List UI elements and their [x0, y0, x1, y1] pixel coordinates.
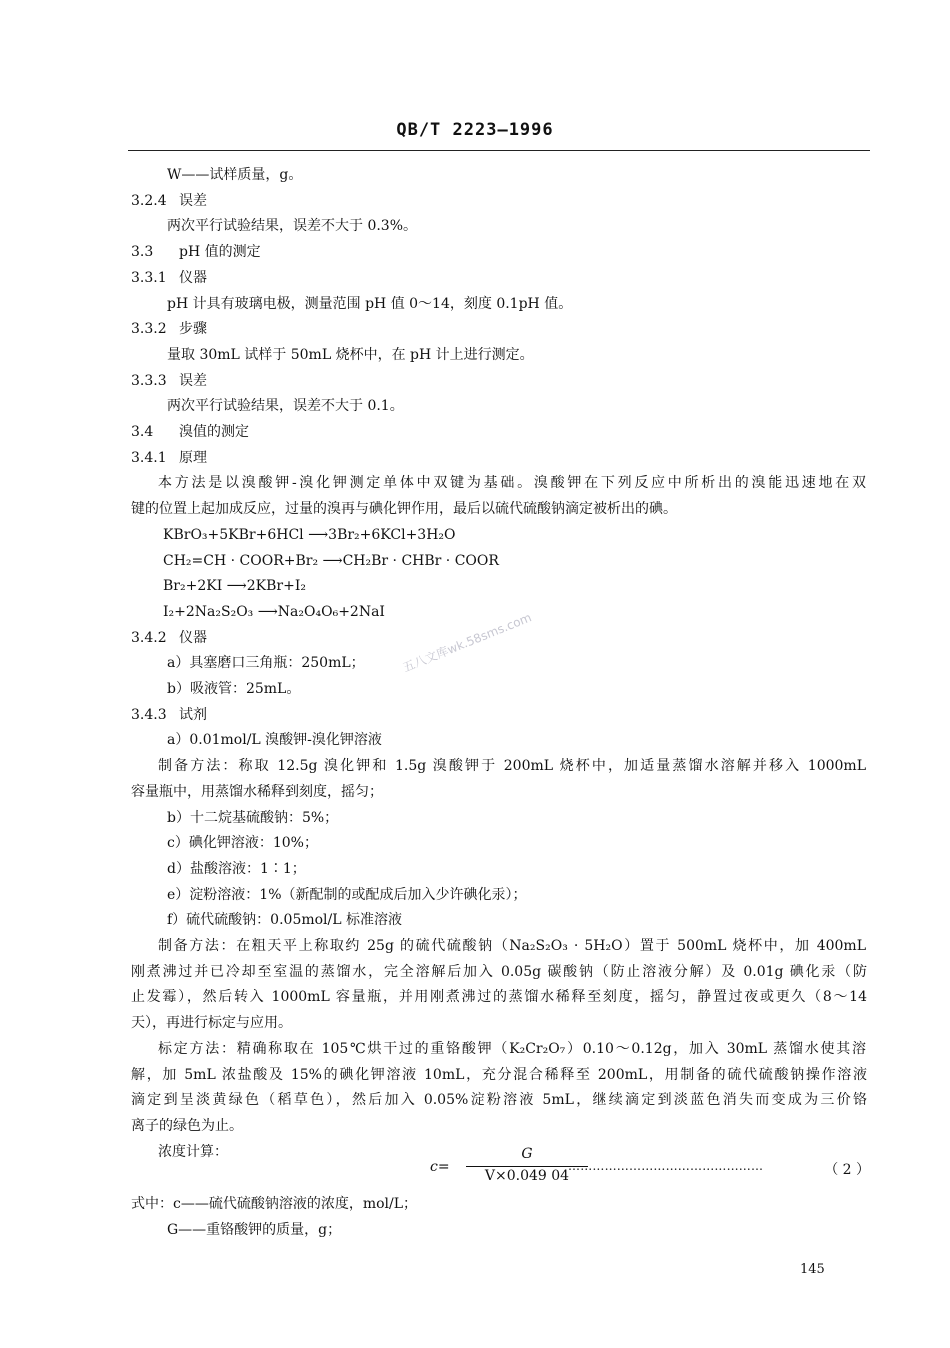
section-heading: [131, 320, 207, 338]
text-line: [167, 809, 338, 827]
line-text: 试剂: [179, 706, 207, 723]
section-number: 3.4.1: [131, 449, 167, 466]
standard-header: QB/T 2223—1996: [396, 120, 554, 140]
line-text: c）碘化钾溶液：10%；: [167, 835, 318, 852]
formula-lhs: c=: [430, 1159, 450, 1175]
text-line: [167, 886, 527, 904]
text-line: [167, 860, 306, 878]
line-text: 制备方法：称取 12.5g 溴化钾和 1.5g 溴酸钾于 200mL 烧杯中，加适量蒸馏水溶解并移入 1000mL: [158, 758, 866, 775]
formula-number: （ 2 ）: [824, 1162, 870, 1178]
line-text: 步骤: [179, 321, 207, 338]
line-text: 止发霉），然后转入 1000mL 容量瓶，并用刚煮沸过的蒸馏水稀释至刻度，摇匀，静置过夜或更久（8～14: [131, 989, 867, 1006]
line-text: 离子的绿色为止。: [131, 1117, 243, 1134]
line-text: CH₂=CH · COOR+Br₂ ⟶CH₂Br · CHBr · COOR: [163, 552, 499, 569]
section-number: 3.3: [131, 244, 154, 261]
section-heading: [131, 706, 207, 724]
text-line: [163, 552, 499, 570]
line-text: 刚煮沸过并已冷却至室温的蒸馏水，完全溶解后加入 0.05g 碳酸钠（防止溶液分解）及 0.01g 碘化汞（防: [131, 963, 867, 980]
line-text: 两次平行试验结果，误差不大于 0.1。: [167, 398, 404, 415]
text-line: [167, 731, 382, 749]
text-line: [167, 217, 417, 235]
formula-leader: …………………………………………: [568, 1159, 764, 1173]
text-line: [131, 1014, 292, 1032]
header-rule: [128, 150, 870, 151]
line-text: f）硫代硫酸钠：0.05mol/L 标准溶液: [167, 912, 402, 929]
text-line: [167, 346, 534, 364]
line-text: 原理: [179, 449, 207, 466]
line-text: 本方法是以溴酸钾-溴化钾测定单体中双键为基础。溴酸钾在下列反应中所析出的溴能迅速地在双: [158, 475, 866, 492]
line-text: 标定方法：精确称取在 105℃烘干过的重铬酸钾（K₂Cr₂O₇）0.10～0.12g，加入 30mL 蒸馏水使其溶: [158, 1040, 866, 1057]
line-text: I₂+2Na₂S₂O₃ ⟶Na₂O₄O₆+2NaI: [163, 603, 385, 620]
text-line: [131, 500, 677, 518]
line-text: 键的位置上起加成反应，过量的溴再与碘化钾作用，最后以硫代硫酸钠滴定被析出的碘。: [131, 501, 677, 518]
text-line: [167, 680, 300, 698]
line-text: 天），再进行标定与应用。: [131, 1015, 292, 1032]
line-text: 量取 30mL 试样于 50mL 烧杯中，在 pH 计上进行测定。: [167, 346, 534, 363]
section-heading: [131, 243, 261, 261]
text-line: [167, 295, 572, 313]
text-line: [167, 397, 404, 415]
section-heading: [131, 423, 249, 441]
line-text: 误差: [179, 192, 207, 209]
text-line: [131, 988, 867, 1006]
line-text: 浓度计算：: [158, 1143, 228, 1160]
text-line: [167, 654, 365, 672]
text-line: [131, 1117, 243, 1135]
text-line: [163, 603, 385, 621]
section-number: 3.4.3: [131, 706, 167, 723]
line-text: b）吸液管：25mL。: [167, 681, 301, 697]
line-text: 溴值的测定: [179, 424, 249, 440]
section-number: 3.4: [131, 424, 154, 440]
text-line: [158, 757, 866, 775]
section-number: 3.2.4: [131, 192, 167, 209]
line-text: a）0.01mol/L 溴酸钾-溴化钾溶液: [167, 732, 382, 749]
section-heading: [131, 269, 207, 287]
line-text: a）具塞磨口三角瓶：250mL；: [167, 655, 365, 672]
section-heading: [131, 192, 207, 210]
line-text: W——试样质量，g。: [167, 167, 303, 183]
text-line: [131, 783, 383, 801]
line-text: 制备方法：在粗天平上称取约 25g 的硫代硫酸钠（Na₂S₂O₃ · 5H₂O）置于 500mL 烧杯中，加 400mL: [158, 938, 866, 954]
line-text: KBrO₃+5KBr+6HCl ⟶3Br₂+6KCl+3H₂O: [163, 526, 456, 543]
line-text: d）盐酸溶液：1∶1；: [167, 860, 306, 877]
line-text: 误差: [179, 372, 207, 389]
page-number: 145: [800, 1262, 825, 1277]
section-number: 3.4.2: [131, 629, 167, 646]
text-line: [158, 1143, 228, 1161]
line-text: 仪器: [179, 629, 207, 646]
text-line: [158, 937, 866, 955]
line-text: 仪器: [179, 269, 207, 286]
line-text: pH 值的测定: [179, 244, 261, 261]
concentration-formula: [430, 1146, 870, 1190]
section-heading: [131, 372, 207, 390]
line-text: 两次平行试验结果，误差不大于 0.3%。: [167, 218, 418, 235]
text-line: [131, 1091, 867, 1109]
line-text: 解，加 5mL 浓盐酸及 15%的碘化钾溶液 10mL，充分混合稀释至 200mL，用制备的硫代硫酸钠操作溶液: [131, 1066, 867, 1083]
line-text: 式中：c——硫代硫酸钠溶液的浓度，mol/L；: [131, 1196, 418, 1212]
text-line: [158, 474, 866, 492]
line-text: pH 计具有玻璃电极，测量范围 pH 值 0～14，刻度 0.1pH 值。: [167, 295, 573, 312]
formula-numerator: G: [521, 1146, 533, 1162]
line-text: 容量瓶中，用蒸馏水稀释到刻度，摇匀；: [131, 783, 383, 800]
line-text: G——重铬酸钾的质量，g；: [167, 1221, 342, 1238]
watermark: 五八文库wk.58sms.com: [400, 610, 534, 675]
section-number: 3.3.2: [131, 321, 167, 338]
section-number: 3.3.3: [131, 372, 167, 389]
section-number: 3.3.1: [131, 269, 167, 286]
text-line: [167, 911, 402, 929]
text-line: [167, 834, 318, 852]
text-line: [167, 166, 302, 184]
text-line: [163, 577, 306, 595]
formula-denominator: V×0.049 04: [484, 1168, 570, 1184]
text-line: [158, 1040, 866, 1058]
section-heading: [131, 449, 207, 467]
section-heading: [131, 629, 207, 647]
line-text: e）淀粉溶液：1%（新配制的或配成后加入少许碘化汞）；: [167, 886, 527, 903]
text-line: [167, 1221, 341, 1239]
text-line: [163, 526, 456, 544]
line-text: b）十二烷基硫酸钠：5%；: [167, 809, 339, 826]
line-text: 滴定到呈淡黄绿色（稻草色），然后加入 0.05%淀粉溶液 5mL，继续滴定到淡蓝色消失而变成为三价铬: [131, 1092, 867, 1109]
text-line: [131, 1066, 867, 1084]
text-line: [131, 1195, 417, 1213]
text-line: [131, 963, 867, 981]
line-text: Br₂+2KI ⟶2KBr+I₂: [163, 578, 306, 595]
